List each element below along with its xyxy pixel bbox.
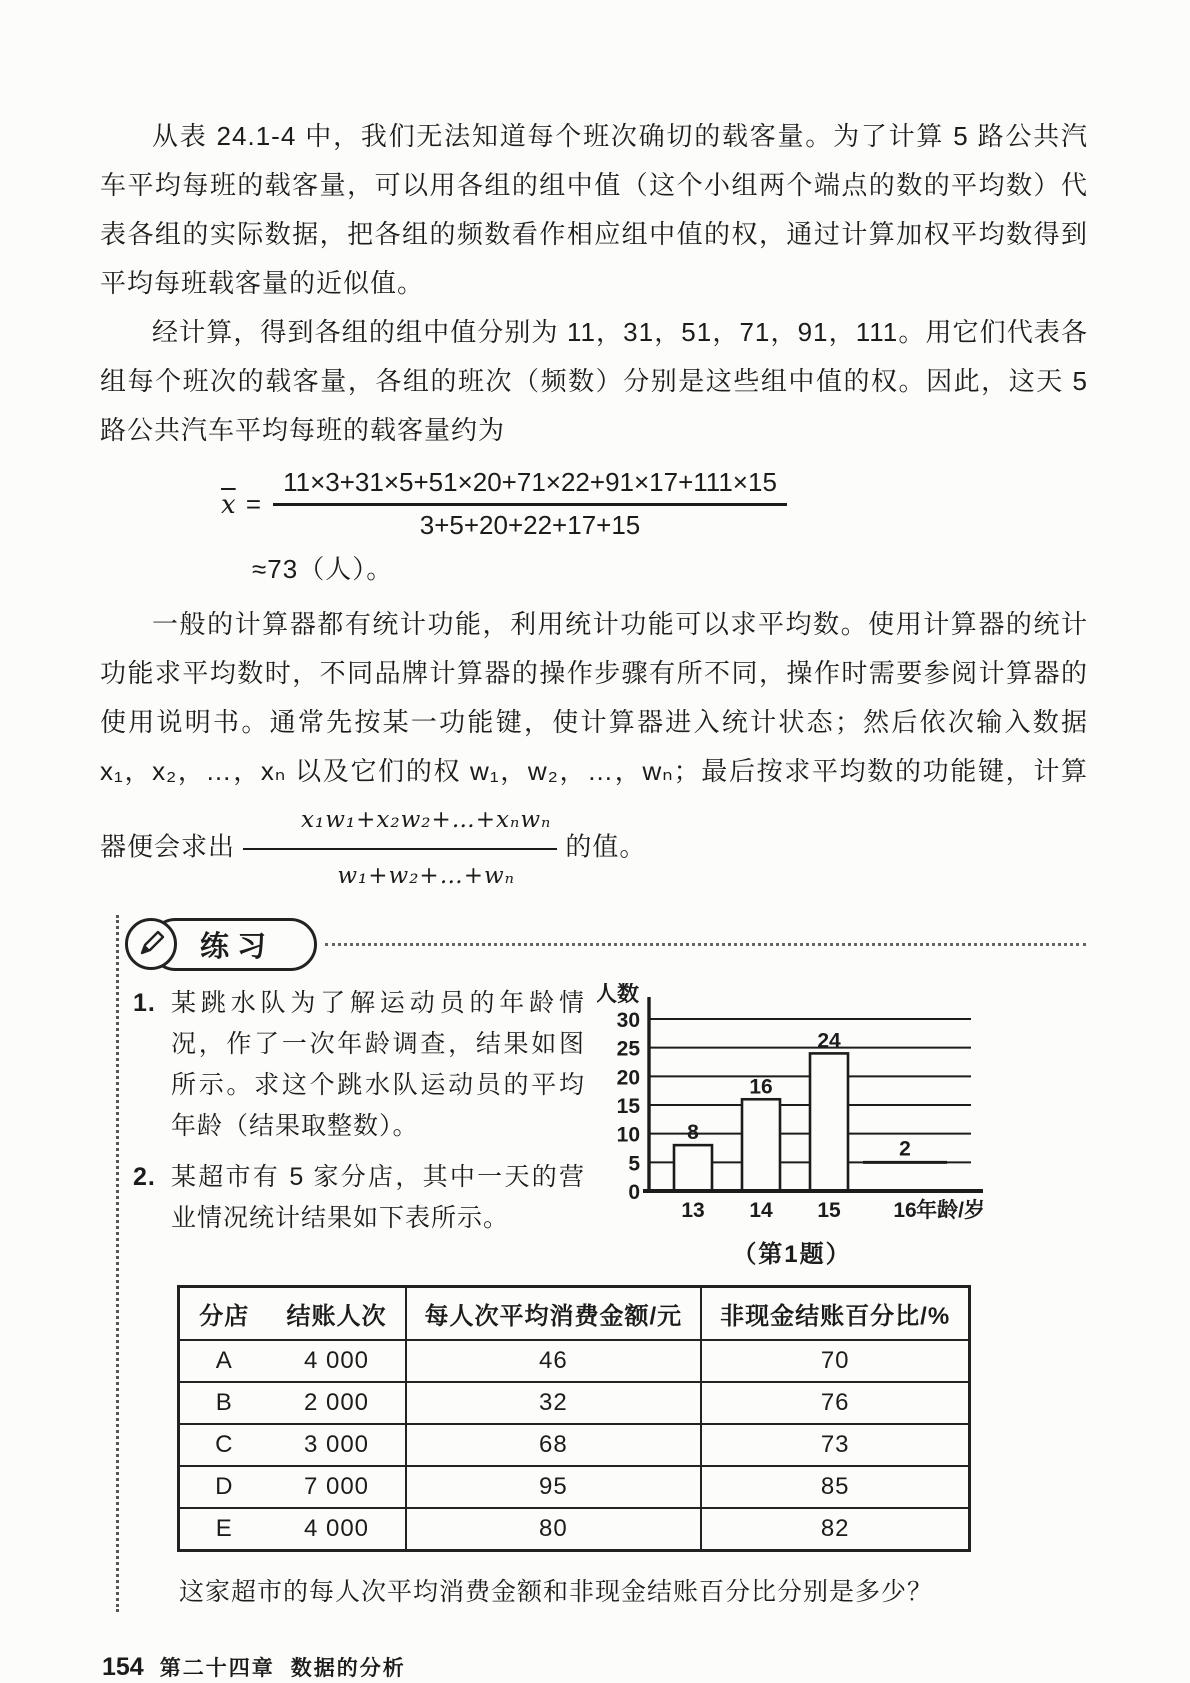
problem-1-text: 某跳水队为了解运动员的年龄情况，作了一次年龄调查，结果如图所示。求这个跳水队运动员的平均年龄（结果取整数）。 (171, 989, 585, 1140)
table-cell: 46 (406, 1340, 702, 1382)
formula-result: ≈73（人）。 (252, 554, 394, 584)
equals-sign: = (245, 488, 262, 519)
svg-text:13: 13 (681, 1199, 705, 1222)
table-cell: 3 000 (269, 1424, 406, 1466)
page-number: 154 (102, 1653, 144, 1681)
problem-1 (133, 983, 585, 1147)
table-cell: E (179, 1508, 269, 1551)
svg-text:25: 25 (616, 1037, 640, 1061)
table-header-row (179, 1287, 970, 1341)
table-header-cell: 每人次平均消费金额/元 (406, 1287, 702, 1341)
table-cell: 32 (406, 1382, 702, 1424)
svg-text:15: 15 (616, 1095, 640, 1118)
x-bar-variable: $\overline{x}$ (221, 489, 236, 520)
svg-text:10: 10 (616, 1123, 640, 1147)
table-cell: 80 (406, 1508, 702, 1551)
pencil-icon (125, 918, 177, 970)
table-cell: 4 000 (269, 1508, 406, 1551)
table-header-cell: 非现金结账百分比/% (701, 1287, 970, 1341)
table-cell: 70 (701, 1340, 970, 1382)
table-cell: 73 (701, 1424, 970, 1466)
exercise-section (116, 915, 1088, 1612)
svg-text:24: 24 (817, 1029, 841, 1053)
table-row (179, 1466, 970, 1508)
table-cell: 2 000 (269, 1382, 406, 1424)
section-title: 数据的分析 (290, 1657, 406, 1680)
table-row (179, 1340, 970, 1382)
inline-fraction-denominator: w₁+w₂+…+wₙ (337, 863, 515, 889)
paragraph-intro: 从表 24.1-4 中，我们无法知道每个班次确切的载客量。为了计算 5 路公共汽车平均每班的载客量，可以用各组的组中值（这个小组两个端点的数的平均数）代表各组的实际数据，把各组的频数看作相应组中值的权，通过计算加权平均数得到平均每班载客量的近似值。 (100, 121, 1088, 298)
chart-caption: （第1题） (732, 1241, 852, 1268)
age-bar-chart-figure (597, 983, 987, 1269)
dotted-rule (325, 943, 1086, 946)
calculator-text-before: 一般的计算器都有统计功能，利用统计功能可以求平均数。使用计算器的统计功能求平均数时，不同品牌计算器的操作步骤有所不同，操作时需要参阅计算器的使用说明书。通常先按某一功能键，使计算器进入统计状态；然后依次输入数据 x₁，x₂，…，xₙ 以及它们的权 w₁，w₂，…，wₙ；最后按求平均数的功能键，计算器便会求出 (100, 609, 1088, 862)
svg-text:5: 5 (628, 1152, 640, 1176)
table-cell: B (179, 1382, 269, 1424)
table-row (179, 1424, 970, 1466)
problem-2 (133, 1157, 585, 1239)
inline-fraction (243, 796, 557, 901)
svg-text:20: 20 (616, 1066, 640, 1090)
exercise-body (119, 973, 1088, 1608)
table-cell: 4 000 (269, 1340, 406, 1382)
problem-2-text: 某超市有 5 家分店，其中一天的营业情况统计结果如下表所示。 (171, 1163, 585, 1232)
page-footer (102, 1652, 1088, 1682)
table-header-cell: 结账人次 (269, 1287, 406, 1341)
problem-2-question: 这家超市的每人次平均消费金额和非现金结账百分比分别是多少？ (179, 1578, 934, 1606)
svg-text:14: 14 (749, 1199, 773, 1222)
table-cell: D (179, 1466, 269, 1508)
svg-text:0: 0 (628, 1181, 640, 1204)
table-cell: 85 (701, 1466, 970, 1508)
table-cell: 95 (406, 1466, 702, 1508)
table-cell: A (179, 1340, 269, 1382)
inline-fraction-numerator: x₁w₁+x₂w₂+…+xₙwₙ (243, 796, 557, 850)
weighted-mean-formula (218, 467, 1088, 541)
formula-numerator: 11×3+31×5+51×20+71×22+91×17+111×15 (273, 467, 787, 506)
svg-text:30: 30 (616, 1009, 640, 1032)
table-row (179, 1508, 970, 1551)
calculator-text-after: 的值。 (565, 831, 647, 862)
svg-text:16: 16 (749, 1075, 773, 1099)
table-cell: 68 (406, 1424, 702, 1466)
problem-2-number: 2. (133, 1163, 156, 1191)
svg-text:15: 15 (817, 1199, 841, 1222)
svg-text:8: 8 (687, 1121, 699, 1145)
table-cell: 76 (701, 1382, 970, 1424)
problem-1-number: 1. (133, 989, 156, 1017)
svg-text:人数: 人数 (597, 983, 639, 1006)
svg-text:年龄/岁: 年龄/岁 (916, 1199, 985, 1222)
table-cell: C (179, 1424, 269, 1466)
branch-stats-table (177, 1285, 971, 1552)
svg-text:2: 2 (899, 1137, 911, 1161)
table-cell: 7 000 (269, 1466, 406, 1508)
age-bar-chart (597, 983, 987, 1227)
exercise-header (125, 915, 1088, 973)
formula-fraction (273, 467, 787, 541)
table-cell: 82 (701, 1508, 970, 1551)
table-header-cell: 分店 (179, 1287, 269, 1341)
problem1-row (133, 983, 1088, 1269)
table-row (179, 1382, 970, 1424)
paragraph-midvalues: 经计算，得到各组的组中值分别为 11，31，51，71，91，111。用它们代表各组每个班次的载客量，各组的班次（频数）分别是这些组中值的权。因此，这天 5 路公共汽车平均每班的载客量约为 (100, 317, 1088, 445)
svg-text:16: 16 (893, 1199, 917, 1222)
formula-denominator: 3+5+20+22+17+15 (419, 510, 641, 540)
chapter-title: 第二十四章 (159, 1657, 275, 1680)
formula-lhs (218, 489, 261, 520)
chart-column (597, 983, 997, 1269)
problems-text-column (133, 983, 585, 1269)
exercise-badge: 练习 (149, 918, 317, 971)
paragraph-calculator (100, 600, 1088, 901)
